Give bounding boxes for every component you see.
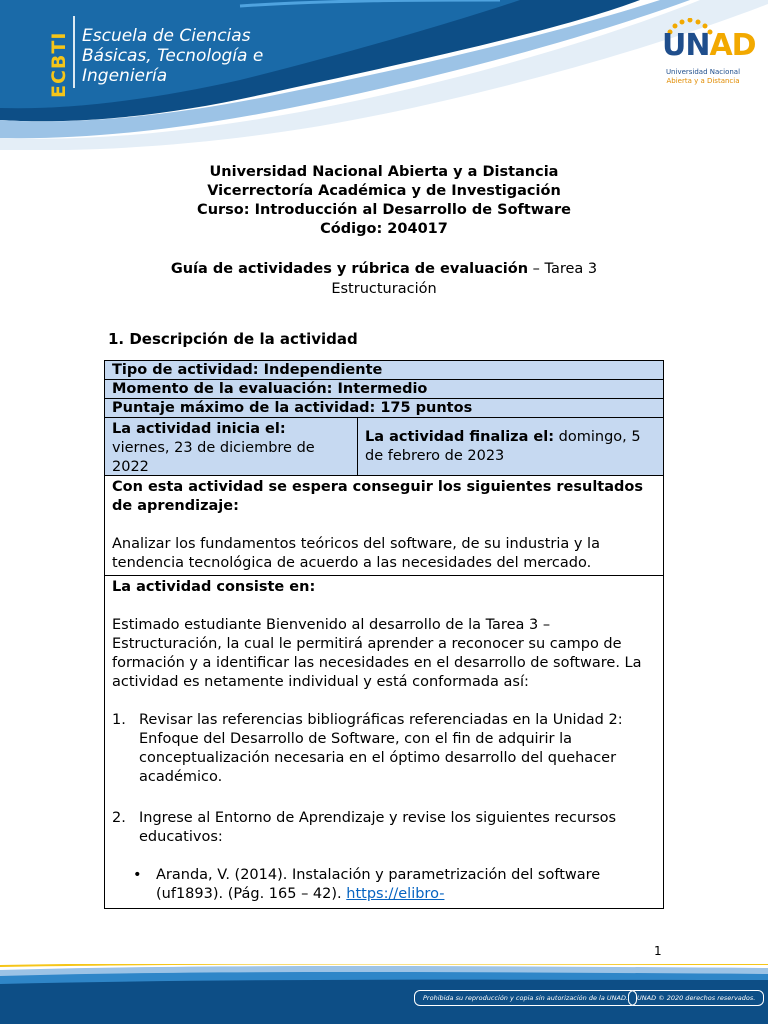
ecbti-logo [44, 14, 72, 104]
page-footer [0, 964, 768, 1024]
unad-wordmark [662, 28, 756, 63]
bullet-icon: • [133, 867, 142, 883]
guide-title [0, 259, 768, 299]
content-heading: La actividad consiste en: [112, 579, 316, 595]
step-1-number: 1. [112, 712, 126, 728]
cell-end-date [358, 418, 663, 475]
outcomes-heading: Con esta actividad se espera conseguir los siguientes resultados de aprendizaje: [112, 479, 643, 514]
step-2-number: 2. [112, 810, 126, 826]
title-code: Código: 204017 [320, 221, 448, 237]
footer-rights-notice: UNAD © 2020 derechos reservados. [628, 990, 764, 1006]
row-momento: Momento de la evaluación: Intermedio [105, 380, 663, 399]
row-dates [105, 418, 663, 476]
row-puntaje: Puntaje máximo de la actividad: 175 puntos [105, 399, 663, 418]
cell-start-date [105, 418, 358, 475]
row-learning-outcomes [105, 476, 663, 576]
activity-table [104, 360, 664, 909]
unad-subtitle-2: Abierta y a Distancia [666, 77, 740, 85]
title-vicerrectoria: Vicerrectoría Académica y de Investigación [207, 183, 561, 199]
unad-wordmark-un: UN [662, 28, 710, 63]
row-activity-content [105, 576, 663, 908]
list-item-step-2 [112, 809, 656, 847]
end-date-label: La actividad finaliza el: [365, 429, 555, 445]
section-heading: 1. Descripción de la actividad [108, 330, 358, 348]
footer-copy-notice: Prohibida su reproducción y copia sin autorización de la UNAD. [414, 990, 637, 1006]
school-name [82, 26, 263, 86]
document-titles [0, 163, 768, 239]
logo-divider [73, 16, 75, 88]
step-2-text: Ingrese al Entorno de Aprendizaje y revise los siguientes recursos educativos: [139, 810, 617, 845]
end-date-value: domingo, 5 de febrero de 2023 [365, 429, 641, 464]
list-item-reference [112, 866, 656, 904]
row-tipo: Tipo de actividad: Independiente [105, 361, 663, 380]
outcomes-text: Analizar los fundamentos teóricos del software, de su industria y la tendencia tecnológica de acuerdo a las necesidades del mercado. [112, 536, 600, 571]
step-1-text: Revisar las referencias bibliográficas referenciadas en la Unidad 2: Enfoque del Desarrollo de Software, con el fin de adquirir la conceptualización necesaria en el óptimo desarrollo del quehacer académico. [139, 712, 623, 785]
school-line-2: Básicas, Tecnología e [82, 46, 264, 66]
reference-link[interactable]: https://elibro- [346, 886, 445, 902]
unad-subtitle-1: Universidad Nacional [665, 68, 741, 76]
reference-text: Aranda, V. (2014). Instalación y parametrización del software (uf1893). (Pág. 165 – 42). [156, 867, 601, 902]
ecbti-label: ECBTI [48, 31, 70, 98]
school-line-3: Ingeniería [82, 66, 168, 86]
list-item-step-1 [112, 711, 656, 787]
unad-subtitle [658, 68, 748, 86]
title-course: Curso: Introducción al Desarrollo de Software [197, 202, 571, 218]
unad-wordmark-ad: AD [709, 28, 756, 63]
content-intro: Estimado estudiante Bienvenido al desarrollo de la Tarea 3 – Estructuración, la cual le permitirá aprender a reconocer su campo de formación y a identificar las necesidades en el desarrollo de software. La actividad es netamente individual y está conformada así: [112, 617, 642, 690]
page-number: 1 [654, 944, 662, 958]
unad-logo [656, 18, 756, 98]
title-university: Universidad Nacional Abierta y a Distancia [209, 164, 559, 180]
start-date-value: viernes, 23 de diciembre de 2022 [112, 440, 315, 475]
guide-subtitle: Estructuración [331, 281, 437, 297]
page-header [0, 0, 768, 150]
guide-title-bold: Guía de actividades y rúbrica de evaluación [170, 261, 529, 277]
guide-title-task: – Tarea 3 [528, 261, 598, 277]
start-date-label: La actividad inicia el: [112, 421, 286, 437]
school-line-1: Escuela de Ciencias [82, 26, 251, 46]
